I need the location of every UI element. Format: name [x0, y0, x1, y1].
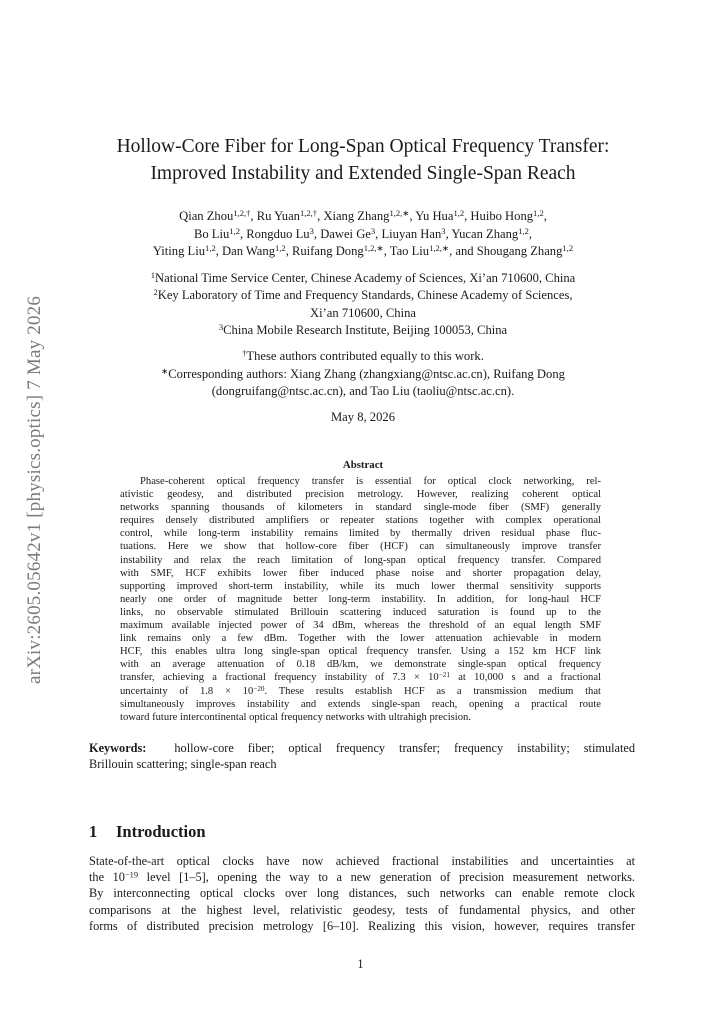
section-title: Introduction: [116, 822, 206, 841]
paper-date: May 8, 2026: [330, 410, 395, 424]
author-line-1: Qian Zhou$^{1,2,\dagger}$, Ru Yuan$^{1,2,\dagger}$, Xiang Zhang$^{1,2,∗}$, Yu Hua$^{1,2}$, Huibo Hong$^{1,2}$,: [179, 208, 547, 223]
corresponding-authors-line-1: ∗Corresponding authors: Xiang Zhang (zhangxiang@ntsc.ac.cn), Ruifang Dong: [161, 365, 565, 381]
abstract-line-1: Phase-coherent optical frequency transfer is essential for optical clock networking, rel-: [140, 476, 601, 487]
introduction-line-4: comparisons at the highest level, relativistic geodesy, tests of fundamental physics, and other: [89, 902, 635, 917]
abstract-line-15: with an average attenuation of 0.18 dB/km, we demonstrate single-span optical frequency: [120, 659, 601, 671]
keywords-line-2: Brillouin scattering; single-span reach: [89, 757, 277, 771]
affiliation-line-2: $^2$Key Laboratory of Time and Frequency Standards, Chinese Academy of Sciences,: [153, 287, 573, 303]
introduction-line-1: State-of-the-art optical clocks have now achieved fractional instabilities and uncertainties at: [89, 854, 635, 868]
abstract-line-11: links, no observable stimulated Brillouin scattering induced saturation is found up to the: [120, 606, 601, 618]
equal-contribution-note: †These authors contributed equally to this work.: [242, 348, 484, 363]
keywords: [89, 740, 635, 772]
abstract-body: [120, 475, 601, 724]
abstract-line-18: simultaneously improves instability and extends single-span reach, opening a practical route: [120, 698, 601, 710]
affiliations: [90, 270, 636, 339]
abstract-line-19: toward future intercontinental optical frequency networks with ultrahigh precision.: [120, 711, 471, 723]
corresponding-authors-line-2: (dongruifang@ntsc.ac.cn), and Tao Liu (taoliu@ntsc.ac.cn).: [211, 384, 515, 398]
introduction-line-2: the $10^{-19}$ level [1–5], opening the way to a new generation of precision measurement networks.: [89, 870, 635, 885]
keywords-text-1: hollow-core fiber; optical frequency transfer; frequency instability; stimulated: [174, 741, 635, 755]
abstract-line-17: uncertainty of $1.8 \times 10^{-20}$. These results establish HCF as a transmission medium that: [120, 684, 601, 697]
author-line-3: Yiting Liu$^{1,2}$, Dan Wang$^{1,2}$, Ruifang Dong$^{1,2,∗}$, Tao Liu$^{1,2,∗}$, and Shougang Zhang$^{1,2}$: [152, 243, 574, 258]
introduction-body: [89, 853, 635, 934]
author-notes: [90, 348, 636, 401]
abstract-line-5: control, while long-term instability remains limited by thermally driven residual phase fluc-: [120, 528, 601, 540]
paper-title: [90, 133, 636, 187]
page-number: 1: [357, 957, 364, 971]
abstract-line-14: HCF, this enables ultra long single-span optical frequency transfer. Using a 152 km HCF link: [120, 646, 601, 658]
abstract-line-10: nearly one order of magnitude better long-term instability. In addition, for long-haul HCF: [120, 593, 601, 605]
affiliation-line-1: $^1$National Time Service Center, Chinese Academy of Sciences, Xi’an 710600, China: [150, 270, 576, 285]
introduction-line-3: By interconnecting optical clocks over long distances, such networks can enable remote clock: [89, 886, 635, 901]
section-number: 1: [89, 822, 98, 841]
abstract-line-9: supporting improved short-term instability, while its much lower thermal sensitivity supports: [120, 580, 601, 592]
author-list: [90, 208, 636, 261]
abstract-line-13: link remains only a few dBm. Together with the lower attenuation achievable in modern: [120, 633, 601, 645]
abstract-line-8: with SMF, HCF exhibits lower fiber induced phase noise and shorter propagation delay,: [120, 567, 601, 579]
abstract-line-12: maximum available injected power of 34 dBm, whereas the threshold of an equal length SMF: [120, 620, 601, 632]
title-line-1: Hollow-Core Fiber for Long-Span Optical Frequency Transfer:: [116, 136, 610, 157]
keywords-label: Keywords:: [89, 741, 147, 755]
abstract-line-4: requires densely distributed amplifiers or repeater stations together with complex operational: [120, 515, 601, 527]
keywords-line-1: [89, 740, 635, 756]
abstract-line-2: ativistic geodesy, and distributed precision metrology. However, realizing coherent optical: [120, 489, 601, 501]
introduction-line-5: forms of distributed precision metrology [6–10]. Realizing this vision, however, requires transfer: [89, 918, 635, 933]
arxiv-identifier: arXiv:2605.05642v1 [physics.optics] 7 May 2026: [24, 295, 45, 685]
abstract-heading: Abstract: [342, 459, 384, 471]
title-line-2: Improved Instability and Extended Single-Span Reach: [150, 163, 576, 184]
arxiv-sidebar-stamp: [22, 240, 48, 740]
section-heading-introduction: [89, 822, 206, 842]
abstract-line-7: instability and relax the reach limitation of long-span optical frequency transfer. Compared: [120, 554, 601, 566]
author-line-2: Bo Liu$^{1,2}$, Rongduo Lu$^3$, Dawei Ge$^3$, Liuyan Han$^3$, Yucan Zhang$^{1,2}$,: [193, 225, 533, 241]
abstract-line-6: tuations. Here we show that hollow-core fiber (HCF) can simultaneously improve transfer: [120, 541, 601, 553]
abstract-line-3: networks spanning thousands of kilometers in standard single-mode fiber (SMF) generally: [120, 502, 601, 514]
abstract-line-16: transfer, achieving a fractional frequency instability of $7.3 \times 10^{-21}$ at 10,000 s and a fractional: [120, 671, 601, 684]
affiliation-line-4: $^3$China Mobile Research Institute, Beijing 100053, China: [218, 322, 508, 337]
affiliation-line-3: Xi’an 710600, China: [310, 305, 416, 320]
